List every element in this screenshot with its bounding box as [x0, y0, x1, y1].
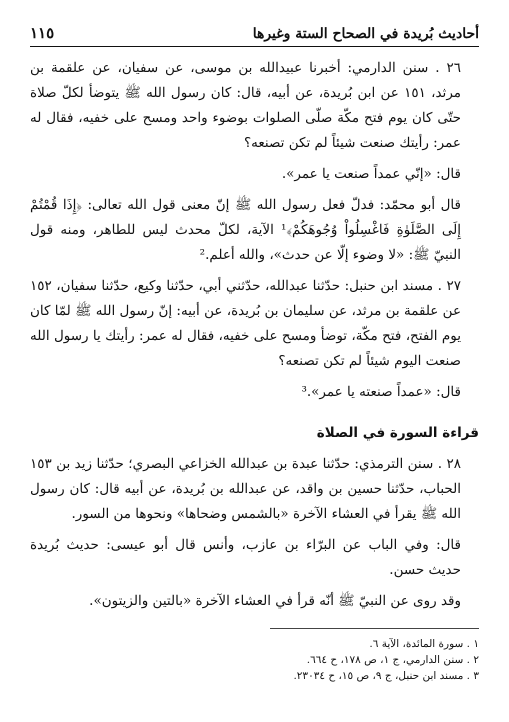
- main-text: [30, 56, 479, 614]
- running-title: أحاديث بُريدة في الصحاح الستة وغيرها: [252, 26, 479, 42]
- hadith-26-text: ٢٦ . سنن الدارمي: أخبرنا عبيدالله بن موسى، عن سفيان، عن علقمة بن مرثد، ١٥١ عن ابن بُريدة، عن أبيه، قال: كان رسول الله ﷺ يتوضأ لكلّ صلاة حتّى كان يوم فتح مكّة صلّى الصلوات بوضوء واحد ومسح على خفيه، فقال له عمر: رأيتك صنعت شيئاً لم تكن تصنعه؟: [30, 60, 461, 151]
- hadith-26-reply: قال: «إنّي عمداً صنعت يا عمر».: [281, 166, 461, 182]
- page-number: ١١٥: [30, 24, 55, 42]
- footnote-3: ٣ . مسند ابن حنبل، ج ٩، ص ١٥، ح ٢٣٠٣٤.: [293, 670, 479, 682]
- hadith-28-note: وقد روى عن النبيّ ﷺ أنّه قرأ في العشاء الآخرة «بالتين والزيتون».: [89, 593, 461, 609]
- footnote-1: ١ . سورة المائدة، الآية ٦.: [369, 638, 479, 650]
- running-header: [30, 18, 479, 42]
- footnotes: [270, 636, 479, 684]
- hadith-27-reply: قال: «عمداً صنعته يا عمر».³: [301, 384, 461, 400]
- hadith-27-text: ٢٧ . مسند ابن حنبل: حدّثنا عبدالله، حدّثني أبي، حدّثنا وكيع، حدّثنا سفيان، ١٥٢ عن علقمة بن مرثد، عن سليمان بن بُريدة، عن أبيه: إنّ رسول الله ﷺ لمّا كان يوم الفتح، فتح مكّة، توضأ ومسح على خفيه، فقال له عمر: رأيتك يا رسول الله صنعت اليوم شيئاً لم تكن تصنعه؟: [30, 278, 461, 369]
- section-heading: قراءة السورة في الصلاة: [316, 425, 479, 441]
- footnote-2: ٢ . سنن الدارمي، ج ١، ص ١٧٨، ح ٦٦٤.: [306, 654, 479, 666]
- footnote-rule: [270, 628, 479, 629]
- hadith-28-text: ٢٨ . سنن الترمذي: حدّثنا عبدة بن عبدالله الخزاعي البصري؛ حدّثنا زيد بن ١٥٣ الحباب، حدّثنا حسين بن واقد، عن عبدالله بن بُريدة، عن أبيه قال: كان رسول الله ﷺ يقرأ في العشاء الآخرة «بالشمس وضحاها» ونحوها من السور.: [30, 456, 461, 522]
- hadith-28-commentary: قال: وفي الباب عن البرّاء بن عازب، وأنس قال أبو عيسى: حديث بُريدة حديث حسن.: [30, 537, 461, 578]
- hadith-26-commentary: قال أبو محمّد: فدلّ فعل رسول الله ﷺ إنّ معنى قول الله تعالى: ﴿إِذَا قُمْتُمْ إِلَى الصَّلَوٰةِ فَاغْسِلُواْ وُجُوهَكُمْ﴾¹ الآية، لكلّ محدث ليس للطاهر، ومنه قول النبيّ ﷺ: «لا وضوء إلّا عن حدث»، والله أعلم.²: [30, 197, 462, 263]
- header-rule: [30, 46, 479, 47]
